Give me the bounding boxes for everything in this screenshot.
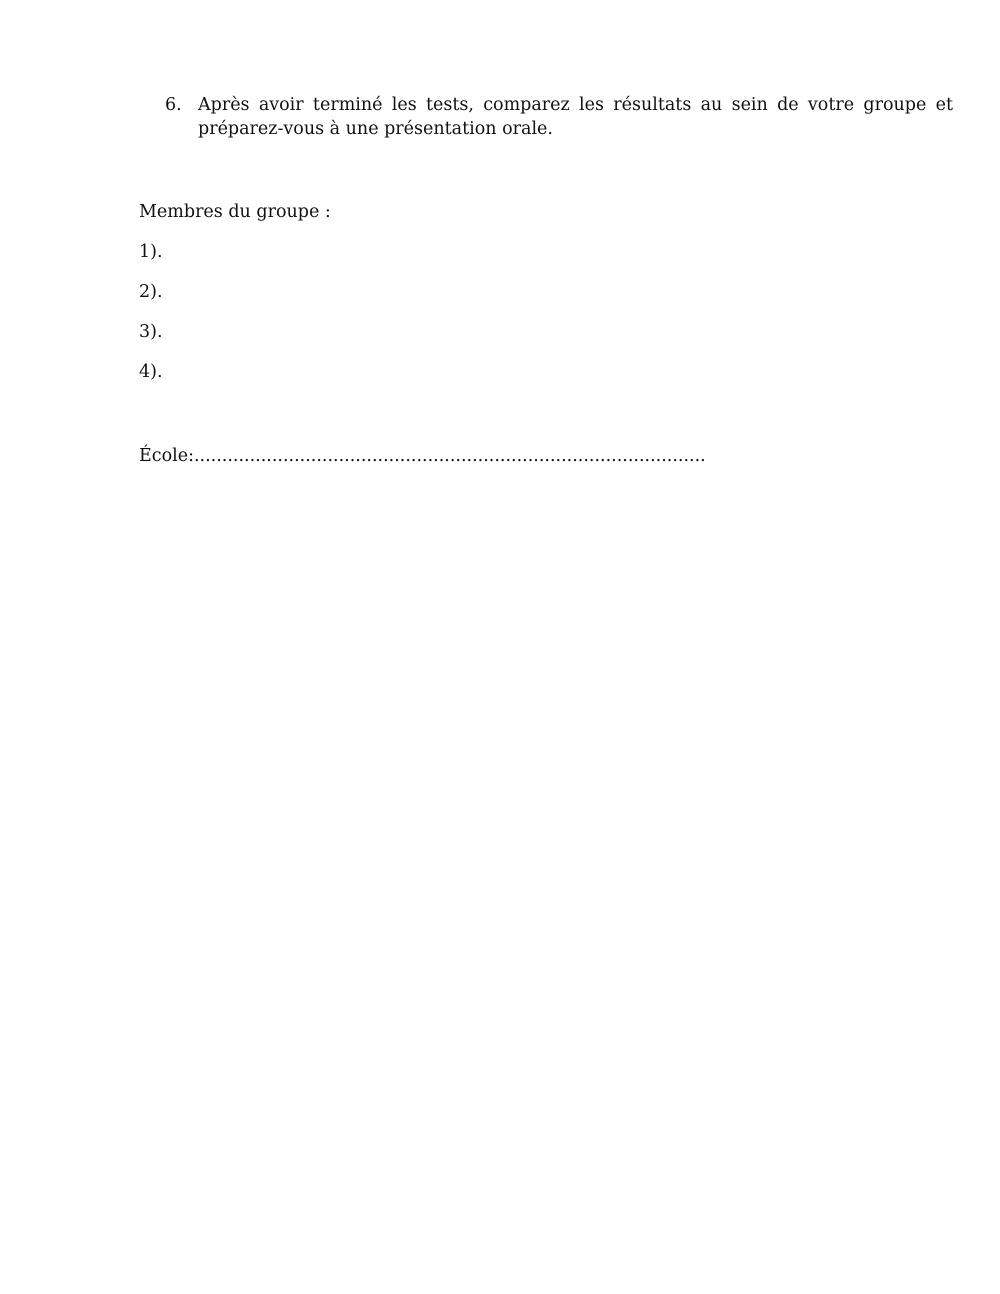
member-line-4: 4).	[139, 362, 163, 382]
member-line-2: 2).	[139, 282, 163, 302]
school-field	[139, 444, 706, 468]
instruction-number: 6.	[165, 95, 182, 115]
school-blank-line: ............................................................................................	[193, 446, 706, 466]
group-members-title: Membres du groupe :	[139, 202, 331, 222]
member-line-3: 3).	[139, 322, 163, 342]
member-line-1: 1).	[139, 242, 163, 262]
instruction-item-6	[165, 93, 953, 141]
school-label: École:	[139, 446, 194, 466]
instruction-text: Après avoir terminé les tests, comparez les résultats au sein de votre groupe et préparez-vous à une présentation orale.	[198, 95, 953, 139]
group-members-section	[139, 200, 331, 384]
